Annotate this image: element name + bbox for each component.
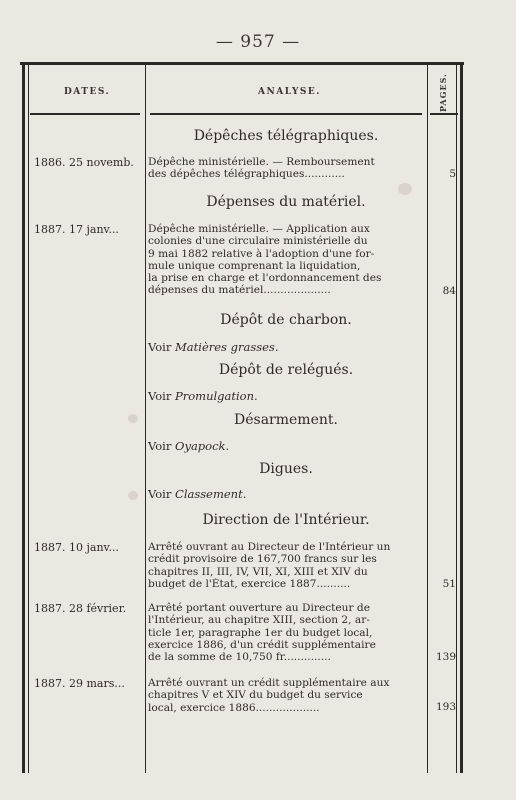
cross-reference <box>148 487 246 501</box>
entry-page: 51 <box>442 578 456 590</box>
section-title: Direction de l'Intérieur. <box>202 512 370 528</box>
entry-date: 1887. 17 janv... <box>34 223 119 236</box>
header-divider <box>30 113 140 115</box>
entry-text <box>148 602 424 663</box>
section-title: Dépôt de relégués. <box>218 362 354 378</box>
entry-line: colonies d'une circulaire ministérielle du <box>148 235 368 248</box>
entry-line: crédit provisoire de 167,700 francs sur les <box>148 553 377 566</box>
top-border <box>20 62 464 65</box>
paper-stain <box>128 414 138 423</box>
entry-line: 9 mai 1882 relative à l'adoption d'une for- <box>148 247 375 260</box>
section-title: Digues. <box>259 461 313 477</box>
reference-target: Promulgation. <box>175 389 258 403</box>
entry-date: 1887. 29 mars... <box>34 677 125 690</box>
cross-reference <box>148 439 229 453</box>
entry-text <box>148 677 424 714</box>
entry-line: l'Intérieur, au chapitre XIII, section 2, ar- <box>148 614 370 627</box>
header-divider <box>150 113 422 115</box>
section-title: Dépenses du matériel. <box>206 194 366 210</box>
entry-line: des dépêches télégraphiques............ <box>148 168 345 181</box>
entry-line: dépenses du matériel.................... <box>148 284 331 297</box>
entry-page: 139 <box>435 651 456 663</box>
reference-prefix: Voir <box>148 487 172 501</box>
entry-date: 1887. 28 février. <box>34 602 127 615</box>
entry-line: Dépêche ministérielle. — Application aux <box>148 223 370 235</box>
reference-target: Oyapock. <box>175 439 230 453</box>
column-divider <box>145 63 146 773</box>
cross-reference <box>148 340 279 354</box>
entry-line: chapitres II, III, IV, VII, XI, XIII et XIV du <box>148 565 368 578</box>
entry-line: Arrêté ouvrant un crédit supplémentaire aux <box>148 677 390 689</box>
entry-line: de la somme de 10,750 fr.............. <box>148 651 331 664</box>
entry-page: 5 <box>449 168 456 180</box>
entry-text <box>148 223 424 297</box>
entry-line: budget de l'État, exercice 1887.......... <box>148 577 351 590</box>
entry-line: Dépêche ministérielle. — Remboursement <box>148 156 375 168</box>
section-title: Dépêches télégraphiques. <box>193 128 379 144</box>
right-inner-border <box>456 63 457 773</box>
reference-prefix: Voir <box>148 340 172 354</box>
reference-prefix: Voir <box>148 439 172 453</box>
entry-line: local, exercice 1886................... <box>148 701 320 714</box>
entry-line: Arrêté portant ouverture au Directeur de <box>148 602 370 614</box>
section-title: Désarmement. <box>234 412 338 428</box>
right-border <box>460 63 463 773</box>
left-border <box>22 63 25 773</box>
entry-line: chapitres V et XIV du budget du service <box>148 689 363 702</box>
entry-line: mule unique comprenant la liquidation, <box>148 259 361 272</box>
reference-prefix: Voir <box>148 389 172 403</box>
entry-page: 84 <box>442 285 456 297</box>
paper-stain <box>128 491 138 500</box>
entry-text <box>148 541 424 590</box>
entry-line: Arrêté ouvrant au Directeur de l'Intérieur un <box>148 541 391 553</box>
entry-line: exercice 1886, d'un crédit supplémentaire <box>148 638 376 651</box>
section-title: Dépôt de charbon. <box>220 312 352 328</box>
header-analyse: ANALYSE. <box>258 87 321 97</box>
entry-line: ticle 1er, paragraphe 1er du budget local, <box>148 626 373 639</box>
header-dates: DATES. <box>64 87 111 97</box>
entry-line: la prise en charge et l'ordonnancement des <box>148 272 382 285</box>
left-inner-border <box>28 63 29 773</box>
entry-page: 193 <box>435 701 456 713</box>
cross-reference <box>148 389 258 403</box>
entry-date: 1887. 10 janv... <box>34 541 119 554</box>
entry-date: 1886. 25 novemb. <box>34 156 134 169</box>
reference-target: Matières grasses. <box>175 340 279 354</box>
entry-text <box>148 156 424 181</box>
reference-target: Classement. <box>175 487 247 501</box>
header-pages: PAGES. <box>438 73 448 113</box>
page-number: — 957 — <box>215 32 301 52</box>
